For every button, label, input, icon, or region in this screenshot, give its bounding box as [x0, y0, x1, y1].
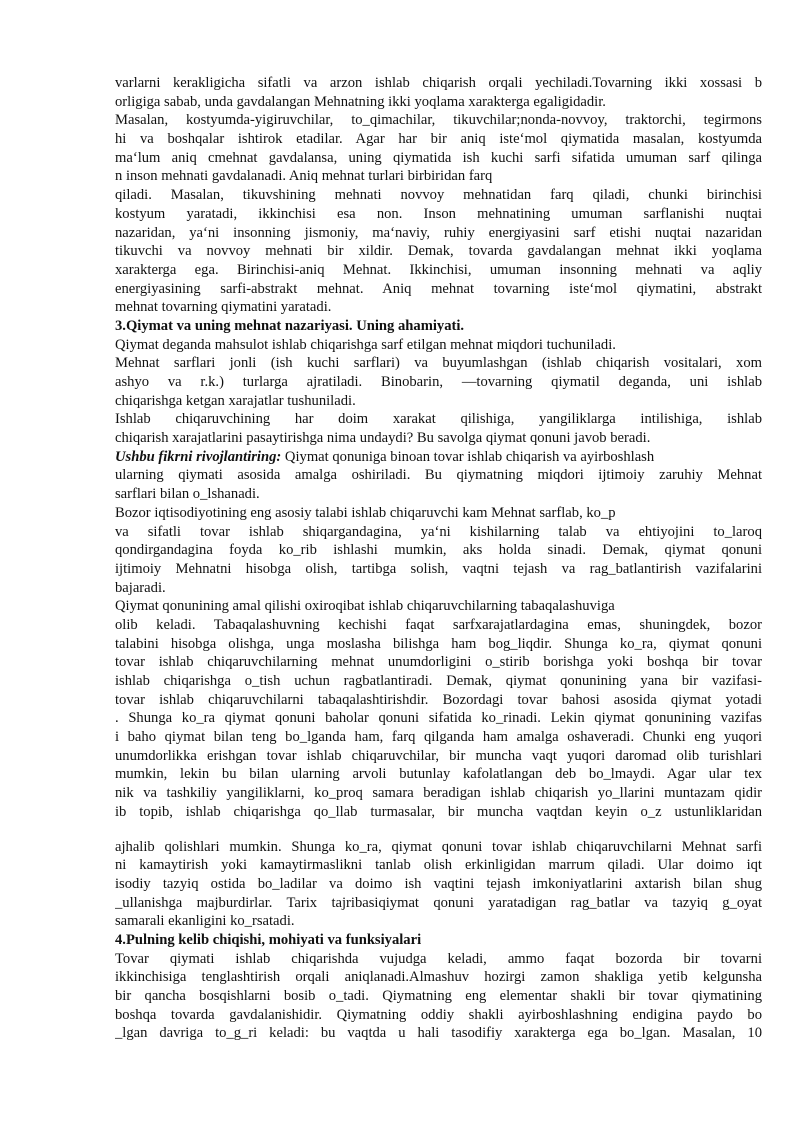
text-line: Tovar qiymati ishlab chiqarishda vujudga keladi, ammo faqat bozorda bir tovarni — [115, 950, 762, 967]
text-line: qiladi. Masalan, tikuvshining mehnati novvoy mehnatidan farq qiladi, chunki birinchisi — [115, 187, 762, 204]
text-line: Qiymat deganda mahsulot ishlab chiqarishga sarf etilgan mehnat miqdori tuchuniladi. — [115, 336, 616, 353]
text-line: ashyo va r.k.) turlarga ajratiladi. Binobarin, —tovarning qiymatil deganda, uni ishlab — [115, 374, 762, 390]
text-line: Ishlab chiqaruvchining har doim xarakat qilishiga, yangiliklarga intilishiga, ishlab — [115, 411, 762, 428]
emphasis-phrase: Ushbu fikrni rivojlantiring: — [115, 448, 282, 465]
text-line: bajaradi. — [115, 579, 166, 596]
text-line: isodiy tazyiq ostida bo_ladilar va doimo ish vaqtini tejash imkoniyatlarini axtarish bilan shug — [115, 875, 762, 892]
text-line: mehnat tovarning qiymatini yaratadi. — [115, 299, 332, 316]
text-line: olib keladi. Tabaqalashuvning kechishi faqat sarfxarajatlardagina emas, shuningdek, bozor — [115, 616, 762, 633]
text-line: kostyum yaratadi, ikkinchisi esa non. Inson mehnatining umuman sarflanishi nuqtai — [115, 205, 762, 222]
text-line: mumkin, lekin bu bilan ularning arvoli butunlay kafolatlangan deb bo_lmaydi. Agar ular tex — [115, 766, 762, 783]
text-line: ni kamaytirish yoki kamaytirmaslikni tanlab olish erkinligidan marrum qiladi. Ular doimo iqt — [115, 857, 762, 874]
text-line: ib topib, ishlab chiqarishga qo_llab turmasalar, bir muncha vaqtdan keyin o_z ustunliklaridan — [115, 803, 762, 820]
text-line: Bozor iqtisodiyotining eng asosiy talabi ishlab chiqaruvchi kam Mehnat sarflab, ko_p — [115, 504, 616, 521]
text-line: nik va tashkiliy yangiliklarni, ko_proq samara beradigan ishlab chiqarish yo_llarini muntazam qidir — [115, 785, 762, 802]
text-line: Qiymat qonunining amal qilishi oxiroqibat ishlab chiqaruvchilarning tabaqalashuviga — [115, 598, 615, 615]
text-line: Masalan, kostyumda-yigiruvchilar, to_qimachilar, tikuvchilar;nonda-novvoy, traktorchi, tegirmons — [115, 112, 762, 129]
text-line: ajhalib qolishlari mumkin. Shunga ko_ra, qiymat qonuni tovar ishlab chiqaruvchilarni Mehnat sarfi — [115, 838, 762, 855]
text-line: _ullanishga majburdirlar. Tarix tajribasiqiymat qonuni yaratadigan rag_batlar va tazyiq g_oyat — [115, 894, 762, 911]
text-line: unumdorlikka erishgan tovar ishlab chiqaruvchilar, bir muncha vaqt yuqori daromad olib turishlari — [115, 747, 762, 764]
text-line: i baho qiymat bilan teng bo_lganda ham, farq qilganda ham amalga oshaveradi. Chunki eng yuqori — [115, 729, 762, 746]
text-fragment: Qiymat qonuniga binoan tovar ishlab chiqarish va ayirboshlash — [284, 448, 655, 465]
text-line: talabini hisobga olishga, unga moslasha bilishga ham bog_liqdir. Shunga ko_ra, qiymat qonuni — [115, 635, 762, 652]
text-line: . Shunga ko_ra qiymat qonuni baholar qonuni sifatida ko_rinadi. Lekin qiymat qonunining vazifas — [115, 710, 762, 727]
text-line: xarakterga ega. Birinchisi-aniq Mehnat. Ikkinchisi, umuman insonning mehnati va aqliy — [115, 261, 762, 278]
text-line: samarali ekanligini ko_rsatadi. — [115, 913, 295, 930]
section-heading-3: 3.Qiymat va uning mehnat nazariyasi. Uning ahamiyati. — [115, 317, 465, 334]
text-line: bir qancha bosqishlarni bosib o_tadi. Qiymatning eng elementar shakli bir tovar qiymatining — [115, 988, 762, 1004]
text-line: n inson mehnati gavdalanadi. Aniq mehnat turlari birbiridan farq — [115, 168, 493, 185]
text-line: ijtimoiy Mehnatni hisobga olish, tartibga solish, vaqtni tejash va rag_batlantirish vazifalarini — [115, 560, 762, 577]
text-line: orligiga sabab, unda gavdalangan Mehnatning ikki yoqlama xarakterga egaligidadir. — [115, 93, 606, 110]
text-line: ishlab chiqarishga o_tish uchun ragbatlantiradi. Demak, qiymat qonunining yana bir vazifasi- — [115, 673, 762, 689]
text-line: ma‘lum aniq cmehnat gavdalansa, uning qiymatida ish kuchi sarfi sifatida umuman sarf qilinga — [115, 149, 762, 166]
text-line: qondirgandagina foyda ko_rib ishlashi mumkin, aks holda sinadi. Demak, qiymat qonuni — [115, 542, 762, 559]
page-break-gap — [115, 822, 762, 838]
text-line: Mehnat sarflari jonli (ish kuchi sarflari) va buyumlashgan (ishlab chiqarish vositalari, xom — [115, 355, 762, 372]
text-line: tovar ishlab chiqaruvchilarning mehnat unumdorligini o_stirib borishga yoki boshqa bir tovar — [115, 654, 762, 671]
text-line: hi va boshqalar ishtirok etadilar. Agar har bir aniq iste‘mol qiymatida masalan, kostyumda — [115, 131, 762, 148]
text-line: va sifatli tovar ishlab shiqargandagina, ya‘ni kishilarning talab va ehtiyojini to_laroq — [115, 523, 762, 540]
text-line: energiyasining sarfi-abstrakt mehnat. Aniq mehnat tovarning iste‘mol qiymatini, abstrakt — [115, 280, 762, 297]
section-heading-4: 4.Pulning kelib chiqishi, mohiyati va funksiyalari — [115, 931, 422, 948]
text-line: varlarni kerakligicha sifatli va arzon ishlab chiqarish orqali yechiladi.Tovarning ikki xossasi b — [115, 75, 762, 91]
text-line: boshqa tovarda gavdalanishidir. Qiymatning oddiy shakli ayirboshlashning endigina paydo bo — [115, 1006, 762, 1023]
text-line: ularning qiymati asosida amalga oshiriladi. Bu qiymatning miqdori ijtimoiy zaruhiy Mehnat — [115, 467, 762, 484]
text-line: tovar ishlab chiqaruvchilarni tabaqalashtirishdir. Bozordagi tovar bahosi asosida qiymat yotadi — [115, 691, 762, 708]
text-line: tikuvchi va novvoy mehnati bir xildir. Demak, tovarda gavdalangan mehnat ikki yoqlama — [115, 243, 762, 260]
text-line: chiqarish xarajatlarini pasaytirishga nima undaydi? Bu savolga qiymat qonuni javob beradi. — [115, 430, 651, 447]
text-line: nazaridan, ya‘ni insonning jismoniy, ma‘naviy, ruhiy energiyasini sarf etishi nuqtai nazaridan — [115, 224, 762, 241]
text-line: sarflari bilan o_lshanadi. — [115, 486, 260, 503]
text-line: ikkinchisiga tenglashtirish orqali aniqlanadi.Almashuv hozirgi zamon shakliga yetib kelgunsha — [115, 969, 762, 986]
text-line: chiqarishga ketgan xarajatlar tushuniladi. — [115, 392, 356, 409]
text-line-emphasis — [115, 448, 762, 467]
text-line: _lgan davriga to_g_ri keladi: bu vaqtda u hali tasodifiy xarakterga ega bo_lgan. Masalan, 10 — [115, 1025, 762, 1042]
